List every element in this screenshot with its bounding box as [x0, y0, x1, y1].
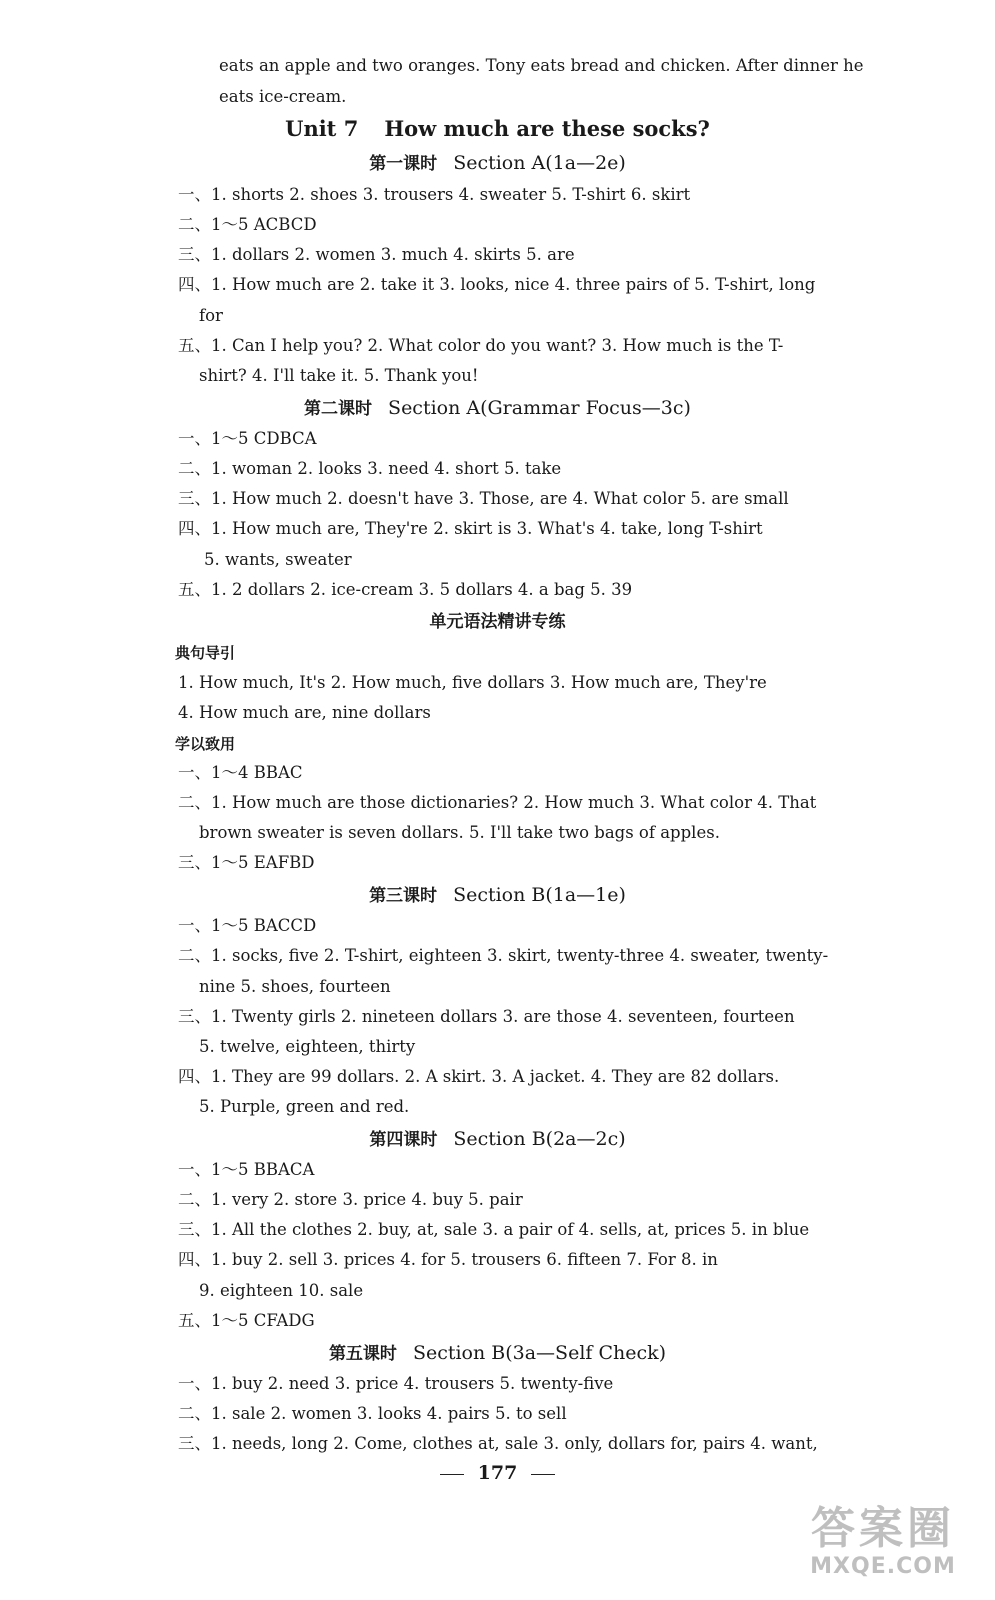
answer-line: 二、1. sale 2. women 3. looks 4. pairs 5. to sell [178, 1404, 567, 1423]
answer-line: for [199, 306, 223, 325]
unit-title: How much are these socks? [384, 116, 710, 141]
page-number-dash [440, 1474, 464, 1475]
lesson-label: 第三课时 [369, 886, 438, 906]
answer-line: 一、1. buy 2. need 3. price 4. trousers 5. twenty-five [178, 1374, 614, 1393]
section-label: Section B(1a—1e) [453, 884, 626, 906]
subheading: 学以致用 [175, 735, 236, 753]
answer-line: 5. wants, sweater [204, 550, 352, 569]
section-label: Section A(Grammar Focus—3c) [388, 397, 691, 419]
answer-line: shirt? 4. I'll take it. 5. Thank you! [199, 366, 479, 385]
lesson-label: 第二课时 [304, 399, 373, 419]
answer-line: 一、1～5 BBACA [178, 1160, 315, 1179]
subheading: 典句导引 [175, 644, 236, 662]
answer-line: 一、1. shorts 2. shoes 3. trousers 4. sweater 5. T-shirt 6. skirt [178, 185, 691, 204]
answer-line: 五、1～5 CFADG [178, 1311, 315, 1330]
grammar-title: 单元语法精讲专练 [429, 612, 566, 632]
section-heading-1 [0, 150, 995, 177]
answer-line: 四、1. How much are 2. take it 3. looks, nice 4. three pairs of 5. T-shirt, long [178, 275, 816, 294]
answer-line: 一、1～5 BACCD [178, 916, 317, 935]
answer-line: 4. How much are, nine dollars [178, 703, 431, 722]
watermark-logo: 答案圈 [811, 1503, 955, 1554]
page-number-dash [531, 1474, 555, 1475]
section-label: Section B(3a—Self Check) [412, 1342, 667, 1364]
answer-line: 三、1. needs, long 2. Come, clothes at, sale 3. only, dollars for, pairs 4. want, [178, 1434, 818, 1453]
answer-line: 四、1. buy 2. sell 3. prices 4. for 5. trousers 6. fifteen 7. For 8. in [178, 1250, 718, 1269]
answer-line: 二、1. socks, five 2. T-shirt, eighteen 3. skirt, twenty-three 4. sweater, twenty- [178, 946, 829, 965]
section-label: Section B(2a—2c) [453, 1128, 626, 1150]
answer-line: 二、1. woman 2. looks 3. need 4. short 5. take [178, 459, 562, 478]
intro-line: eats an apple and two oranges. Tony eats bread and chicken. After dinner he [219, 56, 864, 75]
answer-line: 一、1～4 BBAC [178, 763, 303, 782]
section-label: Section A(1a—2e) [453, 152, 626, 174]
answer-line: 5. twelve, eighteen, thirty [199, 1037, 416, 1056]
section-heading-5 [0, 1340, 995, 1367]
answer-line: 二、1. very 2. store 3. price 4. buy 5. pair [178, 1190, 523, 1209]
section-heading-4 [0, 1126, 995, 1153]
answer-line: 五、1. 2 dollars 2. ice-cream 3. 5 dollars 4. a bag 5. 39 [178, 580, 633, 599]
page-number [0, 1460, 995, 1486]
answer-line: 三、1. All the clothes 2. buy, at, sale 3. a pair of 4. sells, at, prices 5. in blue [178, 1220, 810, 1239]
answer-line: 1. How much, It's 2. How much, five dollars 3. How much are, They're [178, 673, 767, 692]
intro-line: eats ice-cream. [219, 87, 347, 106]
answer-line: 三、1. Twenty girls 2. nineteen dollars 3. are those 4. seventeen, fourteen [178, 1007, 795, 1026]
grammar-heading [0, 608, 995, 635]
lesson-label: 第四课时 [369, 1130, 438, 1150]
watermark [783, 1504, 983, 1592]
answer-line: 三、1. How much 2. doesn't have 3. Those, are 4. What color 5. are small [178, 489, 789, 508]
page-number-value: 177 [477, 1462, 518, 1484]
answer-line: 五、1. Can I help you? 2. What color do you want? 3. How much is the T- [178, 336, 784, 355]
answer-line: 5. Purple, green and red. [199, 1097, 410, 1116]
answer-line: 二、1～5 ACBCD [178, 215, 317, 234]
answer-line: 二、1. How much are those dictionaries? 2. How much 3. What color 4. That [178, 793, 817, 812]
section-heading-2 [0, 395, 995, 422]
answer-line: 三、1. dollars 2. women 3. much 4. skirts 5. are [178, 245, 575, 264]
answer-line: brown sweater is seven dollars. 5. I'll take two bags of apples. [199, 823, 720, 842]
answer-line: 三、1～5 EAFBD [178, 853, 315, 872]
section-heading-3 [0, 882, 995, 909]
unit-heading [0, 115, 995, 143]
unit-number: Unit 7 [285, 116, 359, 141]
answer-line: 一、1～5 CDBCA [178, 429, 317, 448]
lesson-label: 第五课时 [328, 1344, 397, 1364]
answer-line: 9. eighteen 10. sale [199, 1281, 364, 1300]
answer-line: nine 5. shoes, fourteen [199, 977, 391, 996]
lesson-label: 第一课时 [369, 154, 438, 174]
watermark-site: MXQE.COM [810, 1554, 956, 1579]
answer-line: 四、1. They are 99 dollars. 2. A skirt. 3. A jacket. 4. They are 82 dollars. [178, 1067, 780, 1086]
answer-line: 四、1. How much are, They're 2. skirt is 3. What's 4. take, long T-shirt [178, 519, 763, 538]
